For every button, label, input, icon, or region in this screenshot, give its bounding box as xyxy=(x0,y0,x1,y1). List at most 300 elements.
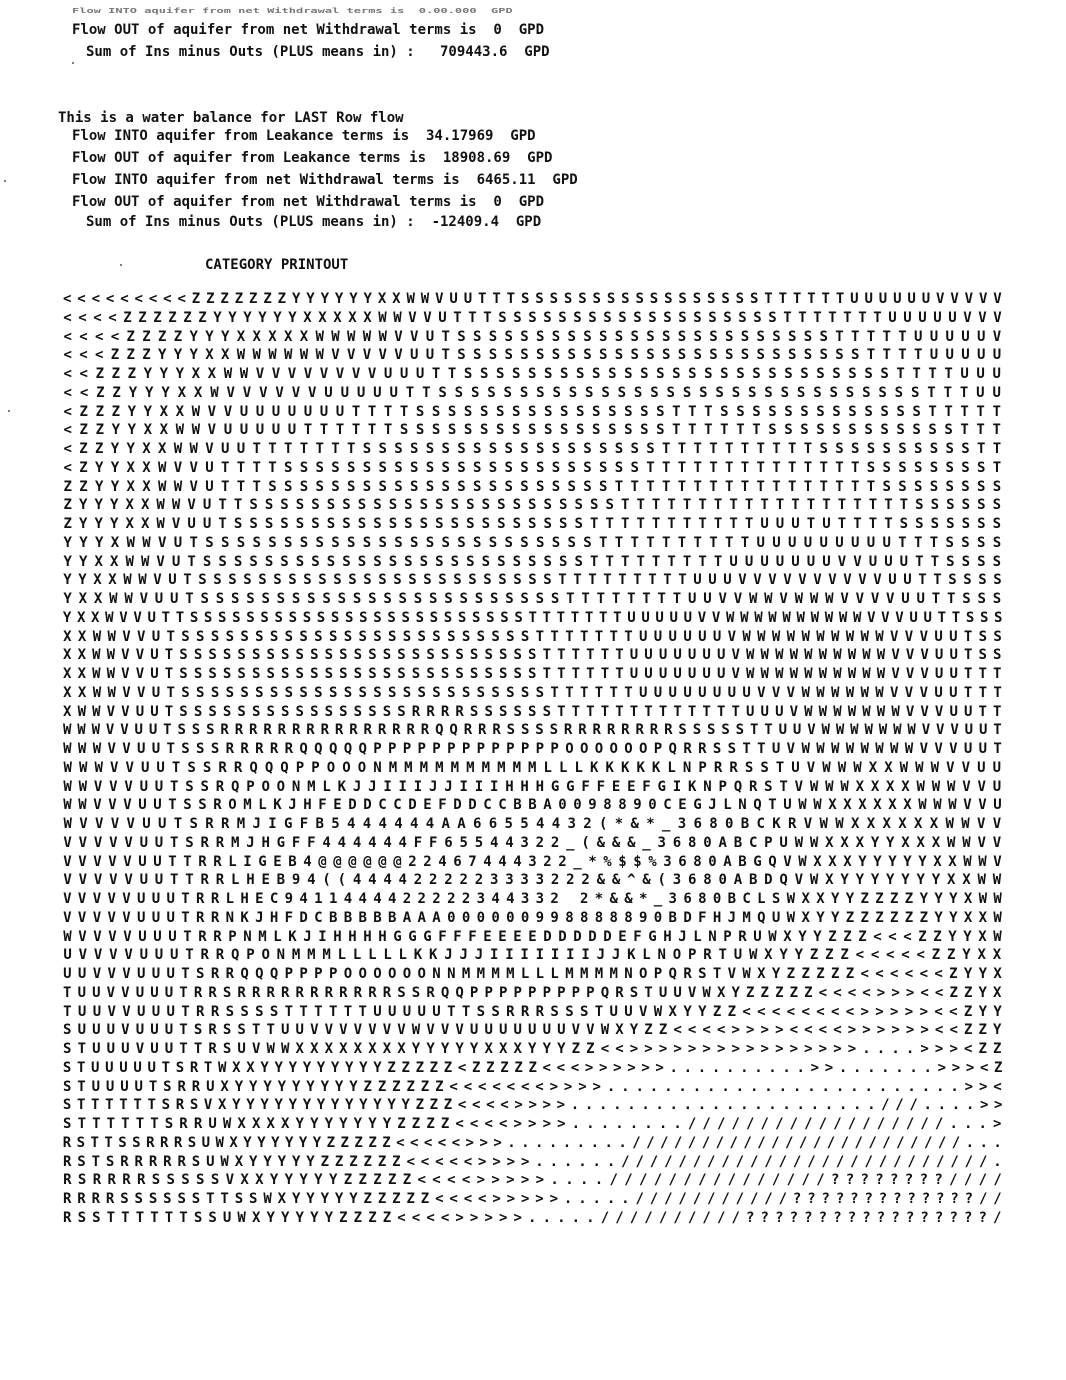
category-cell: . xyxy=(557,1209,566,1226)
category-cell: S xyxy=(992,591,1002,607)
category-cell: V xyxy=(63,853,72,870)
category-cell: Z xyxy=(234,291,244,307)
category-cell: S xyxy=(788,347,797,364)
category-cell: U xyxy=(206,1153,215,1170)
category-cell: S xyxy=(576,366,585,382)
category-cell: L xyxy=(230,872,240,889)
category-cell: T xyxy=(105,1097,114,1114)
category-cell: A xyxy=(733,872,743,889)
category-cell: < xyxy=(934,966,943,982)
category-cell: > xyxy=(875,1003,884,1020)
category-cell: V xyxy=(203,1097,213,1114)
category-cell: Y xyxy=(63,534,72,551)
category-cell: U xyxy=(154,778,164,795)
category-cell: U xyxy=(934,684,943,701)
category-cell: . xyxy=(604,1134,613,1151)
category-cell: / xyxy=(660,1134,669,1151)
category-cell: Z xyxy=(111,403,121,420)
category-cell: S xyxy=(402,628,412,645)
category-cell: X xyxy=(828,853,837,870)
category-cell: / xyxy=(727,1172,737,1189)
category-cell: T xyxy=(181,966,190,982)
category-cell: T xyxy=(106,1116,116,1132)
category-cell: . xyxy=(796,1097,805,1114)
category-cell: T xyxy=(236,478,246,495)
category-cell: & xyxy=(611,834,621,851)
category-cell: S xyxy=(426,647,435,664)
category-cell: Y xyxy=(205,328,214,345)
category-cell: T xyxy=(627,591,636,607)
category-grid xyxy=(60,290,1005,1228)
category-cell: > xyxy=(627,1059,636,1076)
category-cell: / xyxy=(673,1209,682,1226)
category-cell: S xyxy=(624,403,633,420)
category-cell: . xyxy=(692,1078,702,1095)
category-cell: 3 xyxy=(677,816,687,832)
category-cell: S xyxy=(727,741,737,757)
category-cell: Y xyxy=(334,1078,344,1095)
category-cell: V xyxy=(992,816,1002,832)
category-cell: ? xyxy=(835,1191,845,1207)
category-cell: / xyxy=(687,1116,697,1132)
category-cell: S xyxy=(331,534,340,551)
category-cell: U xyxy=(822,516,831,532)
category-cell: V xyxy=(78,947,88,964)
category-cell: T xyxy=(77,1078,86,1095)
category-cell: W xyxy=(821,722,830,739)
category-cell: W xyxy=(653,1003,663,1020)
category-cell: T xyxy=(740,459,750,476)
category-cell: Y xyxy=(528,1041,537,1057)
category-cell: S xyxy=(866,441,876,457)
category-cell: S xyxy=(466,516,475,532)
category-cell: S xyxy=(914,441,923,457)
category-cell: S xyxy=(878,384,887,401)
category-cell: < xyxy=(845,1003,855,1020)
category-cell: T xyxy=(929,534,939,551)
category-cell: V xyxy=(77,891,87,907)
category-cell: . xyxy=(621,1191,630,1207)
category-cell: 2 xyxy=(550,872,560,889)
category-cell: ( xyxy=(581,834,590,851)
category-cell: T xyxy=(835,459,844,476)
category-cell: S xyxy=(649,291,659,307)
category-cell: 4 xyxy=(358,891,367,907)
category-cell: > xyxy=(484,1209,493,1226)
category-cell: X xyxy=(783,928,792,945)
category-cell: V xyxy=(807,722,816,739)
category-cell: X xyxy=(382,1041,392,1057)
category-cell: U xyxy=(221,441,230,457)
category-cell: S xyxy=(368,666,377,682)
category-cell: W xyxy=(824,609,834,626)
category-cell: Q xyxy=(455,984,464,1001)
category-cell: S xyxy=(353,703,363,720)
category-cell: V xyxy=(119,609,128,626)
category-cell: U xyxy=(893,291,902,307)
category-cell: 3 xyxy=(668,891,677,907)
category-cell: V xyxy=(950,291,959,307)
category-cell: T xyxy=(91,1097,100,1114)
category-cell: S xyxy=(469,703,479,720)
category-cell: Z xyxy=(890,909,899,926)
category-cell: S xyxy=(520,628,530,645)
category-cell: R xyxy=(738,928,747,945)
category-cell: S xyxy=(567,478,576,495)
category-cell: W xyxy=(864,722,873,739)
category-cell: T xyxy=(866,478,876,495)
category-cell: Y xyxy=(934,909,943,926)
category-cell: . xyxy=(669,1097,678,1114)
category-cell: T xyxy=(166,684,175,701)
category-cell: Y xyxy=(962,947,971,964)
category-cell: R xyxy=(63,1172,72,1189)
category-cell: X xyxy=(825,834,834,851)
category-cell: T xyxy=(731,703,740,720)
category-cell: B xyxy=(748,872,758,889)
category-cell: > xyxy=(891,1022,900,1039)
category-cell: R xyxy=(198,928,207,945)
category-cell: S xyxy=(466,553,475,570)
category-cell: Y xyxy=(277,1153,287,1170)
category-cell: V xyxy=(858,572,867,589)
category-cell: > xyxy=(492,1153,501,1170)
category-cell: U xyxy=(775,703,784,720)
category-cell: W xyxy=(78,778,88,795)
category-cell: S xyxy=(528,309,537,326)
category-cell: T xyxy=(688,403,697,420)
category-cell: T xyxy=(161,1059,171,1076)
category-cell: T xyxy=(677,441,687,457)
category-cell: V xyxy=(259,384,268,401)
category-cell: . xyxy=(807,1078,816,1095)
category-cell: X xyxy=(948,853,957,870)
category-row xyxy=(60,665,1005,684)
category-cell: R xyxy=(249,722,258,739)
category-cell: S xyxy=(299,478,309,495)
category-cell: > xyxy=(847,1022,857,1039)
category-cell: D xyxy=(453,797,462,814)
category-cell: N xyxy=(373,759,382,776)
category-cell: T xyxy=(882,328,891,345)
category-cell: U xyxy=(139,778,148,795)
category-cell: W xyxy=(220,1153,229,1170)
category-cell: . xyxy=(810,1097,820,1114)
category-cell: T xyxy=(993,741,1002,757)
category-cell: T xyxy=(775,497,785,514)
category-cell: S xyxy=(387,609,396,626)
category-cell: T xyxy=(550,684,559,701)
category-cell: T xyxy=(646,534,655,551)
category-cell: S xyxy=(343,684,353,701)
category-cell: T xyxy=(422,384,431,401)
category-cell: Z xyxy=(658,1022,668,1039)
category-cell: A xyxy=(718,834,727,851)
category-cell: V xyxy=(881,609,890,626)
category-cell: T xyxy=(92,1116,101,1132)
category-cell: _ xyxy=(566,834,575,851)
category-cell: S xyxy=(432,628,441,645)
category-cell: < xyxy=(919,966,928,982)
category-cell: M xyxy=(594,966,604,982)
category-cell: V xyxy=(890,628,899,645)
category-cell: V xyxy=(93,778,103,795)
category-cell: S xyxy=(196,966,205,982)
category-cell: T xyxy=(740,534,750,551)
category-cell: S xyxy=(504,347,513,364)
category-cell: U xyxy=(964,722,974,739)
category-cell: T xyxy=(63,1003,72,1020)
category-cell: M xyxy=(291,947,301,964)
category-cell: X xyxy=(175,403,185,420)
category-cell: T xyxy=(600,666,610,682)
category-cell: V xyxy=(63,834,72,851)
category-cell: S xyxy=(258,572,267,589)
category-cell: F xyxy=(698,909,707,926)
category-cell: T xyxy=(121,1209,130,1226)
category-cell: S xyxy=(382,703,392,720)
category-cell: S xyxy=(353,647,363,664)
category-cell: Y xyxy=(830,891,840,907)
category-cell: / xyxy=(850,1153,859,1170)
category-cell: U xyxy=(528,1022,537,1039)
category-cell: Y xyxy=(993,1003,1002,1020)
category-cell: S xyxy=(425,441,435,457)
category-cell: S xyxy=(200,591,209,607)
category-cell: W xyxy=(899,759,909,776)
category-cell: 4 xyxy=(307,872,316,889)
category-cell: M xyxy=(528,759,537,776)
category-cell: R xyxy=(62,1191,72,1207)
category-cell: V xyxy=(226,384,235,401)
category-cell: 0 xyxy=(712,891,722,907)
category-cell: T xyxy=(173,816,183,832)
category-cell: S xyxy=(723,309,732,326)
category-cell: S xyxy=(677,347,687,364)
category-cell: N xyxy=(682,759,692,776)
category-cell: S xyxy=(315,459,324,476)
category-cell: T xyxy=(104,1134,113,1151)
category-cell: . xyxy=(678,1078,687,1095)
category-cell: W xyxy=(789,666,799,682)
category-cell: U xyxy=(140,759,150,776)
category-cell: R xyxy=(233,759,243,776)
category-cell: S xyxy=(551,534,561,551)
category-cell: W xyxy=(845,684,855,701)
category-cell: S xyxy=(222,1041,232,1057)
category-cell: U xyxy=(239,403,249,420)
category-cell: Z xyxy=(138,309,147,326)
category-cell: O xyxy=(358,966,367,982)
category-cell: S xyxy=(481,553,491,570)
category-cell: S xyxy=(899,516,909,532)
category-cell: X xyxy=(91,609,100,626)
category-cell: S xyxy=(77,1172,87,1189)
category-cell: S xyxy=(251,666,261,682)
category-row xyxy=(60,440,1005,459)
category-cell: X xyxy=(220,1078,229,1095)
category-cell: R xyxy=(748,778,758,795)
category-cell: U xyxy=(139,872,148,889)
category-cell: J xyxy=(255,909,264,926)
category-row xyxy=(60,1171,1005,1190)
category-cell: S xyxy=(120,1191,129,1207)
category-cell: U xyxy=(949,647,958,664)
category-cell: T xyxy=(835,291,845,307)
category-cell: T xyxy=(170,778,179,795)
category-cell: U xyxy=(778,722,787,739)
category-cell: / xyxy=(635,1153,644,1170)
category-cell: U xyxy=(469,1022,479,1039)
category-cell: . xyxy=(697,1059,707,1076)
category-cell: C xyxy=(498,797,507,814)
category-cell: Z xyxy=(173,328,183,345)
category-cell: V xyxy=(455,1022,464,1039)
category-cell: W xyxy=(801,628,810,645)
category-cell: U xyxy=(148,722,158,739)
category-cell: W xyxy=(63,928,72,945)
category-cell: T xyxy=(993,703,1002,720)
category-cell: U xyxy=(688,591,697,607)
category-cell: T xyxy=(611,591,621,607)
category-cell: T xyxy=(399,403,409,420)
category-cell: X xyxy=(110,534,120,551)
category-cell: > xyxy=(506,1153,516,1170)
category-cell: . xyxy=(570,1097,580,1114)
category-cell: S xyxy=(488,441,498,457)
category-cell: Y xyxy=(288,1097,298,1114)
category-cell: S xyxy=(311,497,320,514)
category-cell: T xyxy=(91,1153,100,1170)
category-cell: S xyxy=(397,703,406,720)
category-cell: S xyxy=(181,628,190,645)
category-cell: Z xyxy=(415,1097,424,1114)
category-cell: S xyxy=(721,722,730,739)
category-cell: S xyxy=(992,497,1002,514)
category-cell: T xyxy=(853,516,862,532)
category-cell: T xyxy=(314,1003,323,1020)
category-cell: S xyxy=(185,778,194,795)
category-cell: S xyxy=(484,666,493,682)
category-cell: T xyxy=(716,703,726,720)
category-cell: U xyxy=(166,966,175,982)
category-cell: < xyxy=(134,291,143,307)
category-cell: U xyxy=(977,347,986,364)
category-cell: . xyxy=(578,1153,587,1170)
category-cell: X xyxy=(237,1116,246,1132)
category-cell: L xyxy=(368,947,377,964)
category-cell: R xyxy=(92,1172,102,1189)
category-cell: X xyxy=(255,1172,264,1189)
category-cell: 2 xyxy=(402,891,412,907)
category-cell: C xyxy=(269,891,279,907)
category-cell: > xyxy=(528,1116,537,1132)
category-cell: U xyxy=(295,1022,304,1039)
category-cell: S xyxy=(977,516,986,532)
category-cell: S xyxy=(457,534,466,551)
category-cell: Z xyxy=(142,347,151,364)
category-cell: S xyxy=(946,497,955,514)
category-cell: U xyxy=(287,422,297,439)
category-cell: S xyxy=(388,553,398,570)
category-cell: S xyxy=(314,684,323,701)
category-cell: S xyxy=(527,366,537,382)
category-cell: Y xyxy=(306,1153,315,1170)
category-cell: N xyxy=(657,947,666,964)
category-cell: S xyxy=(819,347,828,364)
category-cell: < xyxy=(855,947,865,964)
category-cell: U xyxy=(668,628,677,645)
category-cell: T xyxy=(119,1097,128,1114)
category-cell: X xyxy=(929,816,939,832)
category-cell: 4 xyxy=(388,891,397,907)
category-cell: V xyxy=(993,853,1002,870)
category-cell: Z xyxy=(95,403,104,420)
category-cell: S xyxy=(316,609,326,626)
category-cell: I xyxy=(459,778,468,795)
category-cell: < xyxy=(63,441,72,457)
category-cell: W xyxy=(978,853,987,870)
category-row xyxy=(60,778,1005,797)
category-cell: O xyxy=(639,741,648,757)
category-cell: Z xyxy=(343,1172,353,1189)
category-cell: T xyxy=(672,403,681,420)
category-cell: B xyxy=(276,872,286,889)
category-cell: S xyxy=(469,647,479,664)
category-cell: Z xyxy=(382,1209,392,1226)
category-cell: . xyxy=(754,1097,763,1114)
category-cell: 3 xyxy=(489,872,499,889)
category-cell: W xyxy=(876,666,886,682)
category-cell: S xyxy=(648,309,657,326)
category-cell: W xyxy=(92,741,102,757)
category-cell: W xyxy=(775,666,784,682)
category-cell: X xyxy=(221,347,230,364)
category-cell: Y xyxy=(314,1172,323,1189)
category-cell: S xyxy=(592,366,601,382)
category-cell: Y xyxy=(901,872,910,889)
category-cell: U xyxy=(151,628,161,645)
category-cell: U xyxy=(658,666,668,682)
category-cell: . xyxy=(993,1153,1002,1170)
category-cell: U xyxy=(134,722,143,739)
category-cell: S xyxy=(417,628,426,645)
category-cell: % xyxy=(648,853,657,870)
category-cell: M xyxy=(419,759,429,776)
category-cell: Y xyxy=(779,947,788,964)
category-cell: ? xyxy=(804,1209,813,1226)
category-cell: 0 xyxy=(558,797,567,814)
category-cell: T xyxy=(667,516,676,532)
category-cell: U xyxy=(716,666,726,682)
category-cell: . xyxy=(571,1209,581,1226)
category-cell: T xyxy=(725,441,734,457)
category-cell: S xyxy=(310,647,319,664)
category-cell: Z xyxy=(514,1059,523,1076)
category-cell: V xyxy=(697,609,707,626)
category-cell: X xyxy=(108,572,117,589)
category-cell: / xyxy=(896,1134,905,1151)
category-cell: W xyxy=(796,609,805,626)
category-cell: R xyxy=(240,741,249,757)
category-cell: V xyxy=(158,534,167,551)
category-cell: 8 xyxy=(703,872,712,889)
scan-speck xyxy=(72,62,74,64)
category-cell: T xyxy=(183,853,192,870)
category-cell: < xyxy=(435,1191,444,1207)
category-cell: T xyxy=(168,797,177,814)
category-cell: I xyxy=(268,816,277,832)
